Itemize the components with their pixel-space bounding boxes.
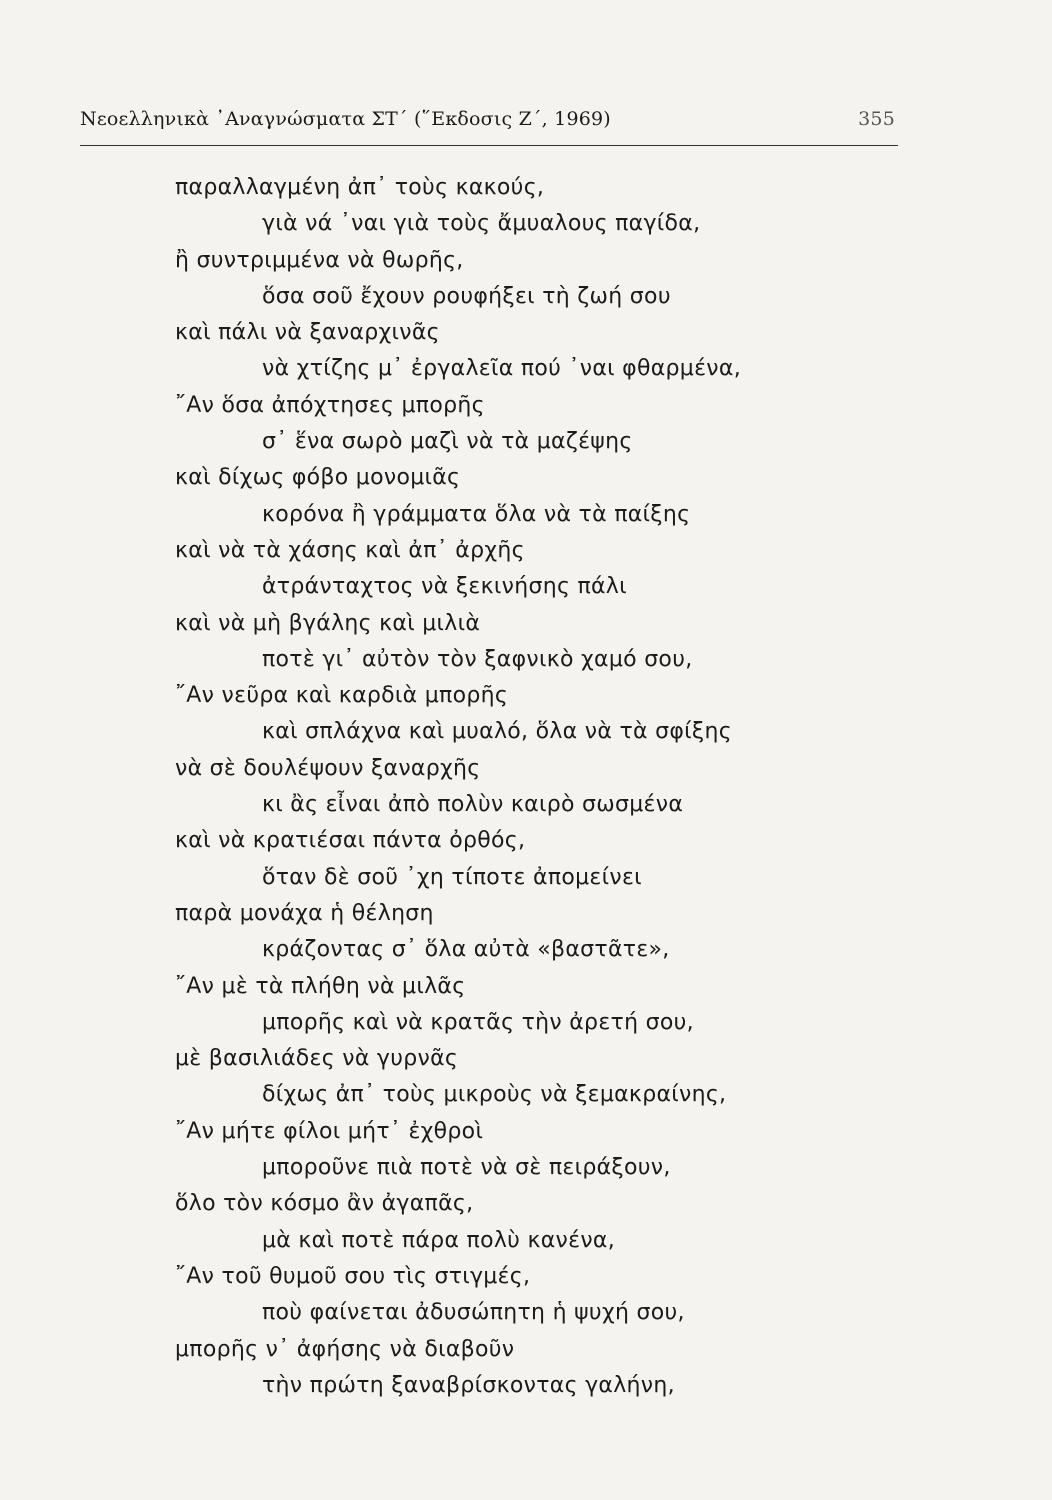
poem-line: νὰ χτίζης μ᾿ ἐργαλεῖα πού ᾿ναι φθαρμένα, xyxy=(262,356,741,382)
poem-line: ποὺ φαίνεται ἀδυσώπητη ἡ ψυχή σου, xyxy=(262,1300,685,1326)
poem-line: δίχως ἀπ᾿ τοὺς μικροὺς νὰ ξεμακραίνης, xyxy=(262,1082,727,1108)
poem-line: καὶ πάλι νὰ ξαναρχινᾶς xyxy=(175,320,440,346)
poem-line: ἢ συντριμμένα νὰ θωρῆς, xyxy=(175,247,464,273)
poem-line: ὅλο τὸν κόσμο ἂν ἀγαπᾶς, xyxy=(175,1191,474,1217)
poem-line: μποροῦνε πιὰ ποτὲ νὰ σὲ πειράξουν, xyxy=(262,1155,671,1181)
poem-line: ῎Αν μήτε φίλοι μήτ᾿ ἐχθροὶ xyxy=(175,1118,484,1144)
poem-line: καὶ νὰ κρατιέσαι πάντα ὀρθός, xyxy=(175,828,526,854)
poem-line: μὲ βασιλιάδες νὰ γυρνᾶς xyxy=(175,1046,459,1072)
poem-line: νὰ σὲ δουλέψουν ξαναρχῆς xyxy=(175,755,481,781)
poem-line: ῎Αν ὅσα ἀπόχτησες μπορῆς xyxy=(175,392,485,418)
poem-line: παρὰ μονάχα ἡ θέληση xyxy=(175,900,434,926)
poem-line: καὶ δίχως φόβο μονομιᾶς xyxy=(175,465,461,491)
poem-line: ῎Αν τοῦ θυμοῦ σου τὶς στιγμές, xyxy=(175,1263,531,1289)
poem-line: ποτὲ γι᾿ αὐτὸν τὸν ξαφνικὸ χαμό σου, xyxy=(262,646,693,672)
poem-line: μπορῆς καὶ νὰ κρατᾶς τὴν ἀρετή σου, xyxy=(262,1009,694,1035)
poem-line: κι ἂς εἶναι ἀπὸ πολὺν καιρὸ σωσμένα xyxy=(262,792,684,818)
poem-line: ῎Αν νεῦρα καὶ καρδιὰ μπορῆς xyxy=(175,683,509,709)
poem-line: ὅταν δὲ σοῦ ᾿χη τίποτε ἀπομείνει xyxy=(262,864,642,890)
poem-line: παραλλαγμένη ἀπ᾿ τοὺς κακούς, xyxy=(175,175,545,200)
running-header-title: Νεοελληνικὰ ᾿Αναγνώσματα ΣΤ΄ (῞Εκδοσις Ζ΄, 1969) xyxy=(80,108,611,130)
poem-line: ἀτράνταχτος νὰ ξεκινήσης πάλι xyxy=(262,574,627,600)
poem-line: ῎Αν μὲ τὰ πλήθη νὰ μιλᾶς xyxy=(175,973,466,999)
poem-line: κορόνα ἢ γράμματα ὅλα νὰ τὰ παίξης xyxy=(262,501,691,527)
poem-line: καὶ νὰ τὰ χάσης καὶ ἀπ᾿ ἀρχῆς xyxy=(175,537,525,563)
poem-line: τὴν πρώτη ξαναβρίσκοντας γαλήνη, xyxy=(262,1372,675,1398)
poem-line: μπορῆς ν᾿ ἀφήσης νὰ διαβοῦν xyxy=(175,1336,515,1362)
page-header xyxy=(80,108,895,140)
header-rule xyxy=(80,145,898,146)
poem-line: μὰ καὶ ποτὲ πάρα πολὺ κανένα, xyxy=(262,1227,616,1253)
page-number: 355 xyxy=(858,108,895,130)
poem-line: κράζοντας σ᾿ ὅλα αὐτὰ «βαστᾶτε», xyxy=(262,937,670,963)
poem-line: καὶ σπλάχνα καὶ μυαλό, ὅλα νὰ τὰ σφίξης xyxy=(262,719,732,745)
poem-line: γιὰ νά ᾿ναι γιὰ τοὺς ἄμυαλους παγίδα, xyxy=(262,211,701,237)
poem-text xyxy=(0,170,1052,1404)
poem-line: καὶ νὰ μὴ βγάλης καὶ μιλιὰ xyxy=(175,610,481,636)
poem-line: ὅσα σοῦ ἔχουν ρουφήξει τὴ ζωή σου xyxy=(262,283,671,309)
poem-line: σ᾿ ἕνα σωρὸ μαζὶ νὰ τὰ μαζέψης xyxy=(262,429,633,455)
